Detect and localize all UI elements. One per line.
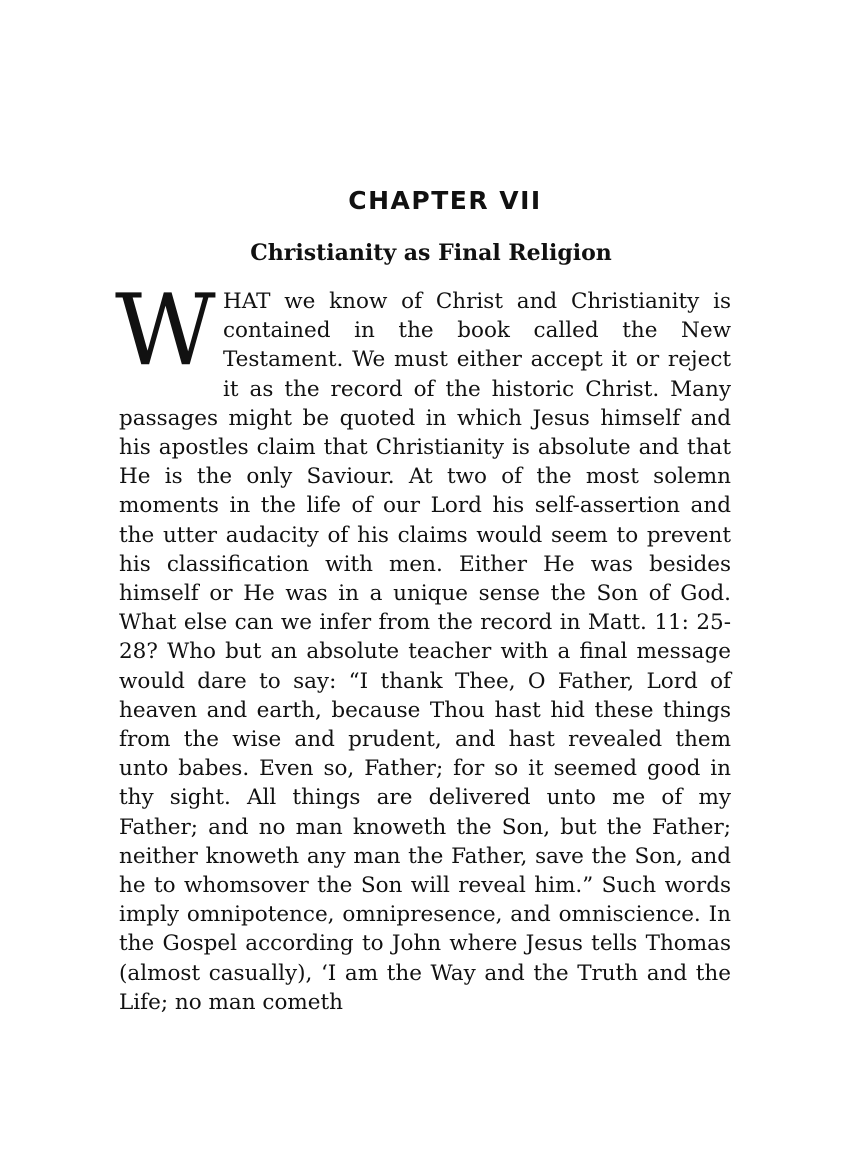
body-paragraph <box>115 274 731 1017</box>
chapter-heading: CHAPTER VII <box>348 186 542 215</box>
drop-cap-box <box>115 274 223 388</box>
chapter-body <box>115 274 731 1017</box>
chapter-title: Christianity as Final Religion <box>250 240 612 266</box>
body-text: HAT we know of Christ and Christianity is contained in the book called the New Testament. We must either accept it or reject it as the record of the historic Christ. Many passages might be quoted in which Jesus himself and his apostles claim that Christianity is absolute and that He is the only Saviour. At two of the most solemn moments in the life of our Lord his self-assertion and the utter audacity of his claims would seem to prevent his classification with men. Either He was besides himself or He was in a unique sense the Son of God. What else can we infer from the record in Matt. 11: 25-28? Who but an absolute teacher with a final message would dare to say: “I thank Thee, O Father, Lord of heaven and earth, because Thou hast hid these things from the wise and prudent, and hast revealed them unto babes. Even so, Father; for so it seemed good in thy sight. All things are delivered unto me of my Father; and no man knoweth the Son, but the Father; neither knoweth any man the Father, save the Son, and he to whomsover the Son will reveal him.” Such words imply omnipotence, omnipresence, and omniscience. In the Gospel according to John where Jesus tells Thomas (almost casually), ‘I am the Way and the Truth and the Life; no man cometh <box>119 289 731 1015</box>
drop-cap: W <box>115 274 216 388</box>
